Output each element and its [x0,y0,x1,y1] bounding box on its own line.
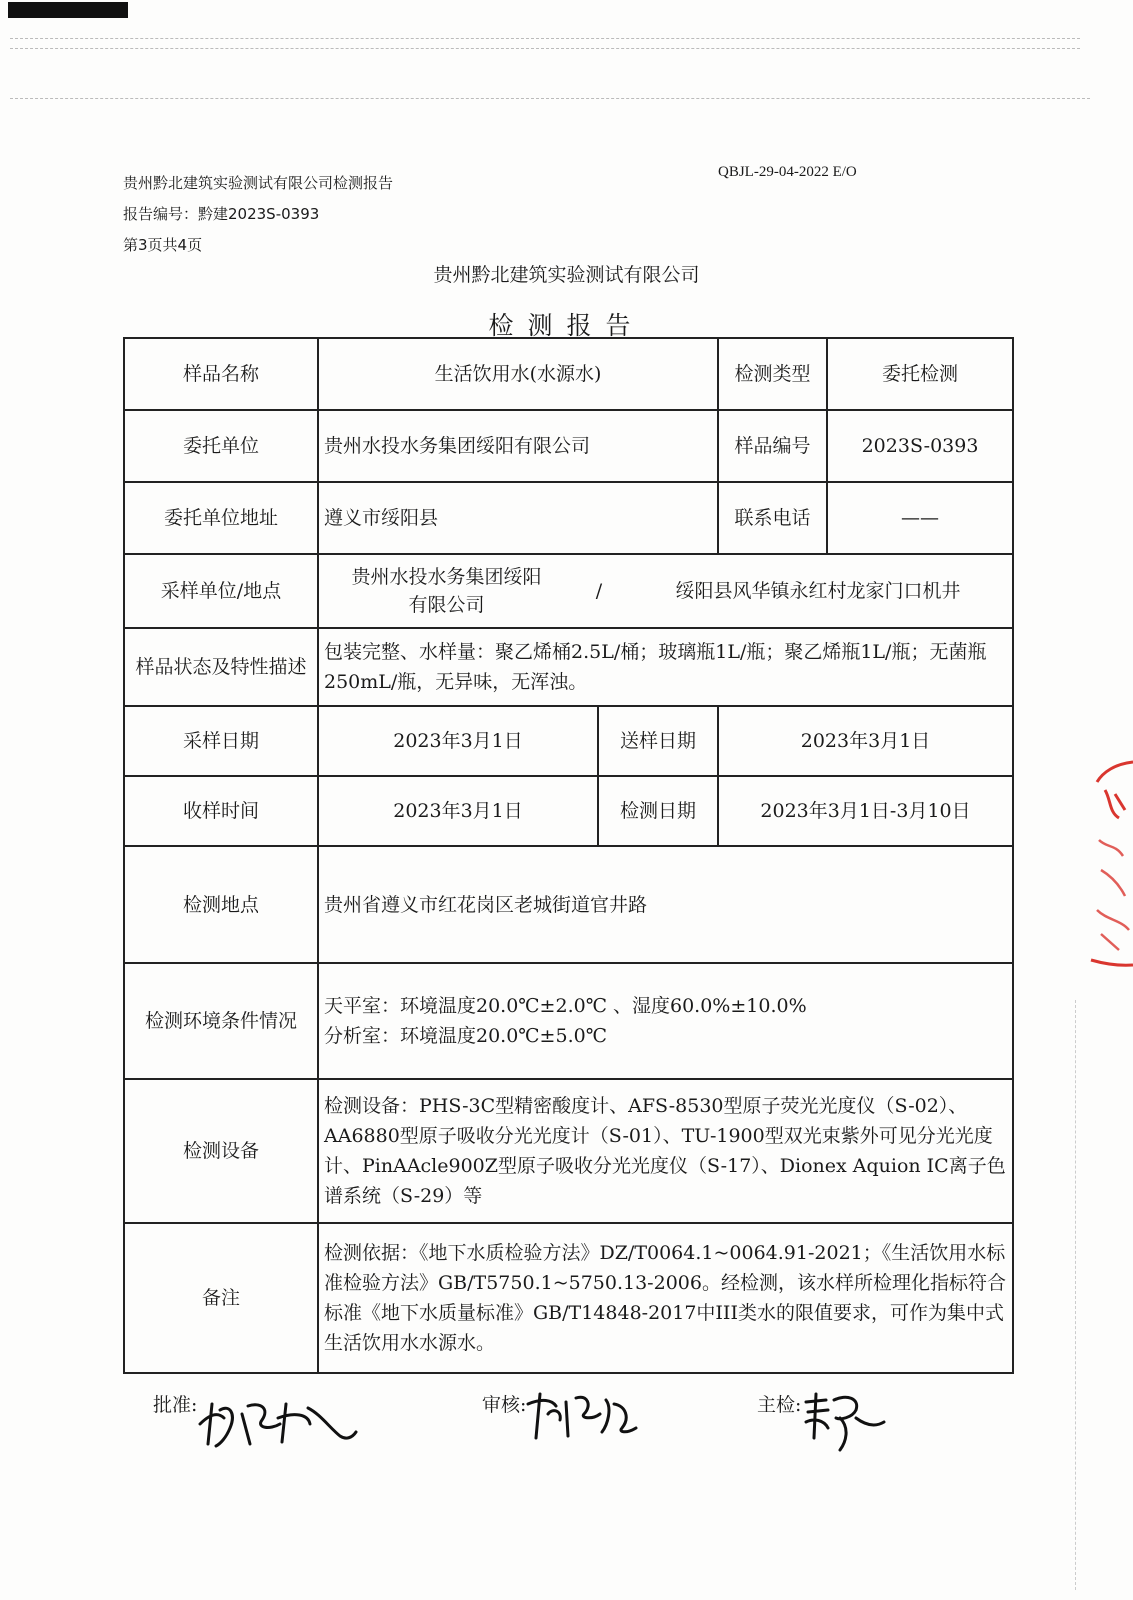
phone-value: —— [827,482,1013,554]
inspect-label: 主检: [757,1394,802,1416]
review-signature [522,1384,642,1444]
env-line2: 分析室：环境温度20.0℃±5.0℃ [324,1025,607,1047]
test-type-label: 检测类型 [718,338,827,410]
approve-label: 批准: [153,1394,198,1416]
sampling-unit-line2: 有限公司 [408,594,485,616]
client-addr-value: 遵义市绥阳县 [318,482,718,554]
sampling-site-value: 绥阳县风华镇永红村龙家门口机井 [675,580,961,602]
stamp-icon [1085,760,1133,970]
receive-time-value: 2023年3月1日 [318,776,598,846]
header-doc-code: QBJL-29-04-2022 E/O [718,164,857,180]
approve-signature [190,1384,360,1454]
divider [10,48,1080,49]
test-type-value: 委托检测 [827,338,1013,410]
sampling-unit-label: 采样单位/地点 [124,554,318,628]
sample-name-label: 样品名称 [124,338,318,410]
table-row [124,410,1013,482]
table-row [124,963,1013,1079]
receive-time-label: 收样时间 [124,776,318,846]
sampling-unit-cell [318,554,1013,628]
inspect-signature [800,1388,890,1456]
table-row [124,1223,1013,1373]
table-row [124,628,1013,706]
phone-label: 联系电话 [718,482,827,554]
sampling-unit-line1: 贵州水投水务集团绥阳 [351,566,542,588]
sample-state-value: 包装完整、水样量：聚乙烯桶2.5L/桶；玻璃瓶1L/瓶；聚乙烯瓶1L/瓶；无菌瓶250mL/瓶，无异味，无浑浊。 [318,628,1013,706]
location-value: 贵州省遵义市红花岗区老城街道官井路 [318,846,1013,963]
equip-label: 检测设备 [124,1079,318,1223]
table-row [124,482,1013,554]
table-row [124,706,1013,776]
sample-no-value: 2023S-0393 [827,410,1013,482]
equip-value: 检测设备：PHS-3C型精密酸度计、AFS-8530型原子荧光光度仪（S-02）、AA6880型原子吸收分光光度计（S-01）、TU-1900型双光束紫外可见分光光度计、PinAAcle900Z型原子吸收分光光度仪（S-17）、Dionex Aquion IC离子色谱系统（S-29）等 [318,1079,1013,1223]
delivery-date-label: 送样日期 [598,706,718,776]
header-company-report: 贵州黔北建筑实验测试有限公司检测报告 [123,174,394,192]
test-date-value: 2023年3月1日-3月10日 [718,776,1013,846]
table-row [124,338,1013,410]
sampling-unit-value [324,563,569,619]
sample-name-value: 生活饮用水(水源水) [318,338,718,410]
table-row [124,776,1013,846]
table-row [124,846,1013,963]
divider [10,38,1080,39]
client-label: 委托单位 [124,410,318,482]
divider [10,98,1090,99]
sampling-date-value: 2023年3月1日 [318,706,598,776]
sample-state-label: 样品状态及特性描述 [124,628,318,706]
title-report: 检测报告 [488,311,645,340]
env-label: 检测环境条件情况 [124,963,318,1079]
header-report-no: 报告编号：黔建2023S-0393 [123,205,320,223]
table-row [124,1079,1013,1223]
client-addr-label: 委托单位地址 [124,482,318,554]
sampling-separator: / [595,580,603,602]
env-line1: 天平室：环境温度20.0℃±2.0℃ 、湿度60.0%±10.0% [324,995,807,1017]
report-table [123,337,1014,1374]
remark-value: 检测依据：《地下水质检验方法》DZ/T0064.1~0064.91-2021；《生活饮用水标准检验方法》GB/T5750.1~5750.13-2006。经检测，该水样所检理化指标符合标准《地下水质量标准》GB/T14848-2017中III类水的限值要求，可作为集中式生活饮用水水源水。 [318,1223,1013,1373]
margin-line [1075,1000,1076,1590]
location-label: 检测地点 [124,846,318,963]
sampling-date-label: 采样日期 [124,706,318,776]
table-row [124,554,1013,628]
test-date-label: 检测日期 [598,776,718,846]
client-value: 贵州水投水务集团绥阳有限公司 [318,410,718,482]
review-label: 审核: [482,1394,527,1416]
sample-no-label: 样品编号 [718,410,827,482]
redaction-bar [8,2,128,18]
env-value [318,963,1013,1079]
delivery-date-value: 2023年3月1日 [718,706,1013,776]
title-company: 贵州黔北建筑实验测试有限公司 [433,264,700,286]
remark-label: 备注 [124,1223,318,1373]
header-page: 第3页共4页 [123,236,203,254]
